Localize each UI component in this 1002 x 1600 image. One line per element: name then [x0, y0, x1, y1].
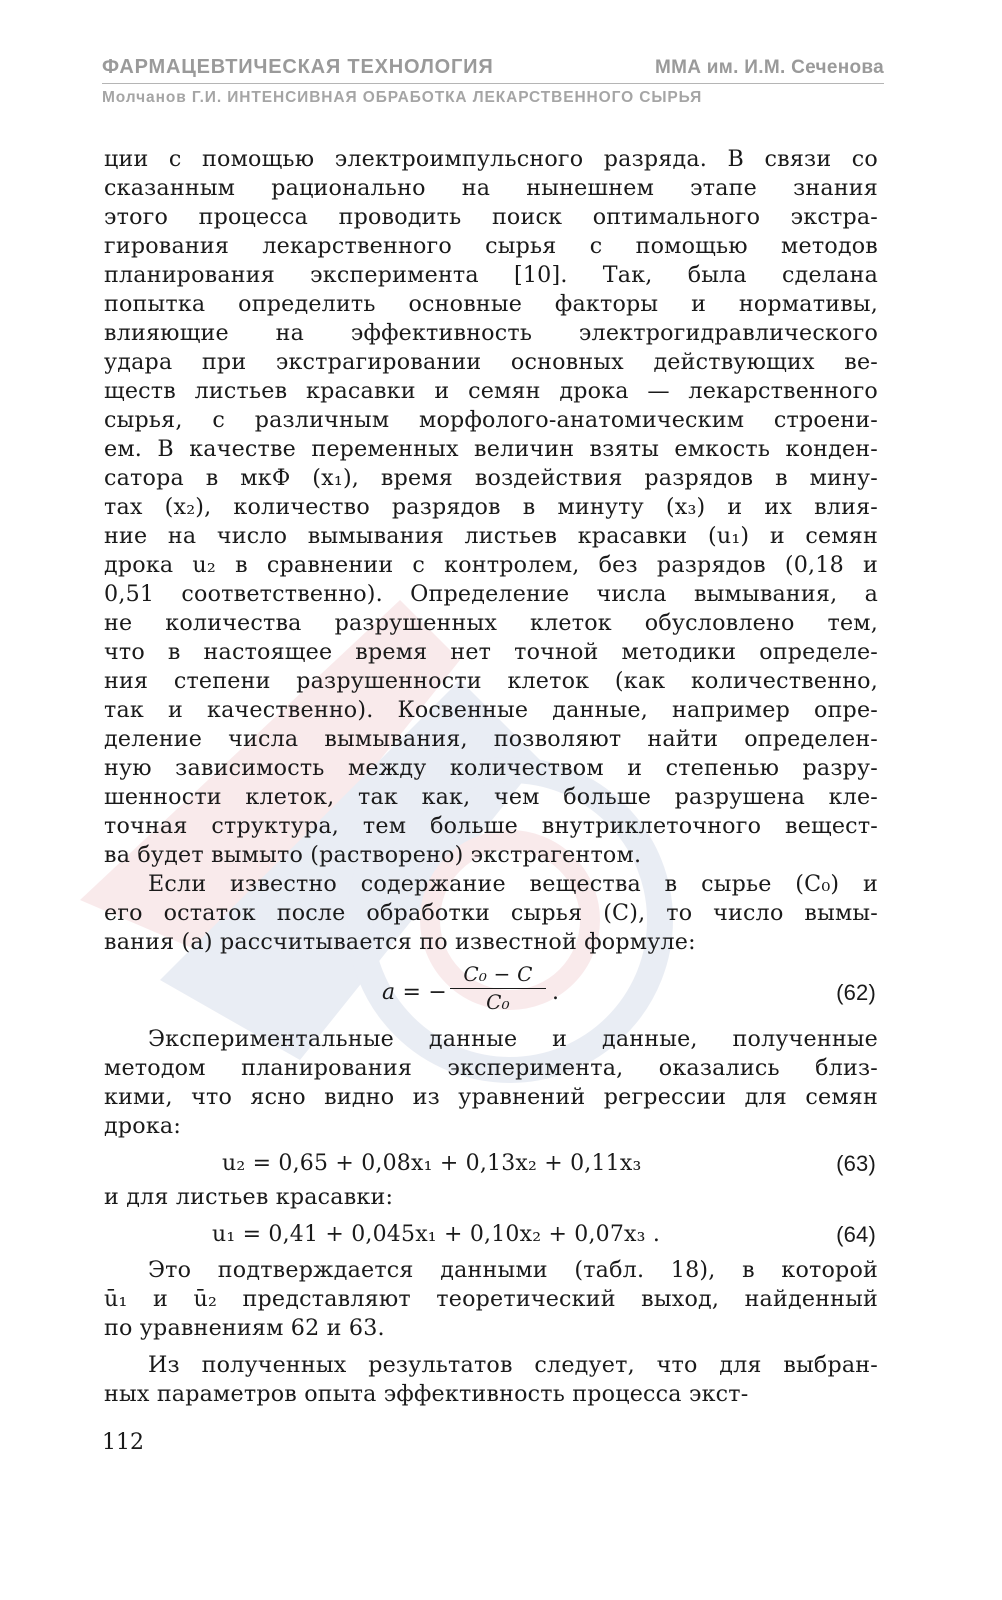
page-body [104, 145, 878, 1409]
header-rule [102, 83, 884, 84]
paragraph-5 [104, 1351, 878, 1409]
paragraph-3 [104, 1025, 878, 1141]
text-line: ем. В качестве переменных величин взяты емкость конден- [104, 436, 878, 462]
formula-62-fraction [450, 961, 546, 1015]
text-line: ва будет вымыто (растворено) экстрагентом. [104, 842, 642, 868]
paragraph-2 [104, 870, 878, 957]
header-book-title: ФАРМАЦЕВТИЧЕСКАЯ ТЕХНОЛОГИЯ [102, 56, 494, 78]
text-between-formulas: и для листьев красавки: [104, 1184, 394, 1210]
formula-63 [104, 1143, 878, 1181]
text-line: что в настоящее время нет точной методики определе- [104, 639, 878, 665]
text-line: кими, что ясно видно из уравнений регрессии для семян [104, 1084, 878, 1110]
text-line: гирования лекарственного сырья с помощью методов [104, 233, 878, 259]
formula-62-number: (62) [836, 980, 876, 1005]
text-line: 0,51 соответственно). Определение числа вымывания, а [104, 581, 878, 607]
formula-64 [104, 1214, 878, 1252]
text-line: ние на число вымывания листьев красавки (u₁) и семян [104, 523, 878, 549]
page-number: 112 [102, 1430, 144, 1455]
text-line: планирования эксперимента [10]. Так, была сделана [104, 262, 878, 288]
text-line: ную зависимость между количеством и степенью разру- [104, 755, 878, 781]
text-line: дрока: [104, 1113, 181, 1139]
text-line: сказанным рационально на нынешнем этапе знания [104, 175, 878, 201]
text-line: дрока u₂ в сравнении с контролем, без разрядов (0,18 и [104, 552, 878, 578]
text-line: сатора в мкФ (x₁), время воздействия разрядов в мину- [104, 465, 878, 491]
text-line: по уравнениям 62 и 63. [104, 1315, 385, 1341]
header-publisher: ММА им. И.М. Сеченова [654, 57, 884, 78]
text-line: ществ листьев красавки и семян дрока — лекарственного [104, 378, 878, 404]
text-line: его остаток после обработки сырья (C), то число вымы- [104, 900, 878, 926]
text-line: Экспериментальные данные и данные, полученные [148, 1026, 878, 1052]
text-line: ū₁ и ū₂ представляют теоретический выход, найденный [104, 1286, 878, 1312]
text-line: вания (a) рассчитывается по известной формуле: [104, 929, 696, 955]
paragraph-4 [104, 1256, 878, 1343]
formula-62-tail: . [552, 980, 560, 1005]
text-line: шенности клеток, так как, чем больше разрушена кле- [104, 784, 878, 810]
text-line: методом планирования эксперимента, оказались близ- [104, 1055, 878, 1081]
formula-63-number: (63) [836, 1151, 876, 1176]
text-line: так и качественно). Косвенные данные, например опре- [104, 697, 878, 723]
text-line: ных параметров опыта эффективность процесса экст- [104, 1381, 749, 1407]
text-line: попытка определить основные факторы и нормативы, [104, 291, 878, 317]
text-line: этого процесса проводить поиск оптимального экстра- [104, 204, 878, 230]
text-line: ции с помощью электроимпульсного разряда. В связи со [104, 146, 878, 172]
formula-64-expression: u₁ = 0,41 + 0,045x₁ + 0,10x₂ + 0,07x₃ . [212, 1222, 661, 1247]
text-line: тах (x₂), количество разрядов в минуту (x₃) и их влия- [104, 494, 878, 520]
running-header [102, 56, 884, 79]
text-line: влияющие на эффективность электрогидравлического [104, 320, 878, 346]
header-author-title: Молчанов Г.И. ИНТЕНСИВНАЯ ОБРАБОТКА ЛЕКАРСТВЕННОГО СЫРЬЯ [102, 89, 703, 106]
text-line: ния степени разрушенности клеток (как количественно, [104, 668, 878, 694]
paragraph-1 [104, 145, 878, 870]
text-line: Это подтверждается данными (табл. 18), в которой [148, 1257, 878, 1283]
text-line: сырья, с различным морфолого-анатомическим строени- [104, 407, 878, 433]
formula-62 [104, 961, 878, 1019]
text-line: Из полученных результатов следует, что для выбран- [148, 1352, 878, 1378]
text-line: деление числа вымывания, позволяют найти определен- [104, 726, 878, 752]
formula-63-expression: u₂ = 0,65 + 0,08x₁ + 0,13x₂ + 0,11x₃ [222, 1151, 642, 1176]
text-line: Если известно содержание вещества в сырье (C₀) и [148, 871, 878, 897]
formula-62-denominator: C₀ [486, 990, 510, 1014]
formula-62-numerator: C₀ − C [450, 961, 546, 989]
formula-64-number: (64) [836, 1222, 876, 1247]
text-line: точная структура, тем больше внутриклеточного вещест- [104, 813, 878, 839]
formula-62-lhs: a = − [382, 980, 447, 1005]
text-line: не количества разрушенных клеток обусловлено тем, [104, 610, 878, 636]
text-line: удара при экстрагировании основных действующих ве- [104, 349, 878, 375]
